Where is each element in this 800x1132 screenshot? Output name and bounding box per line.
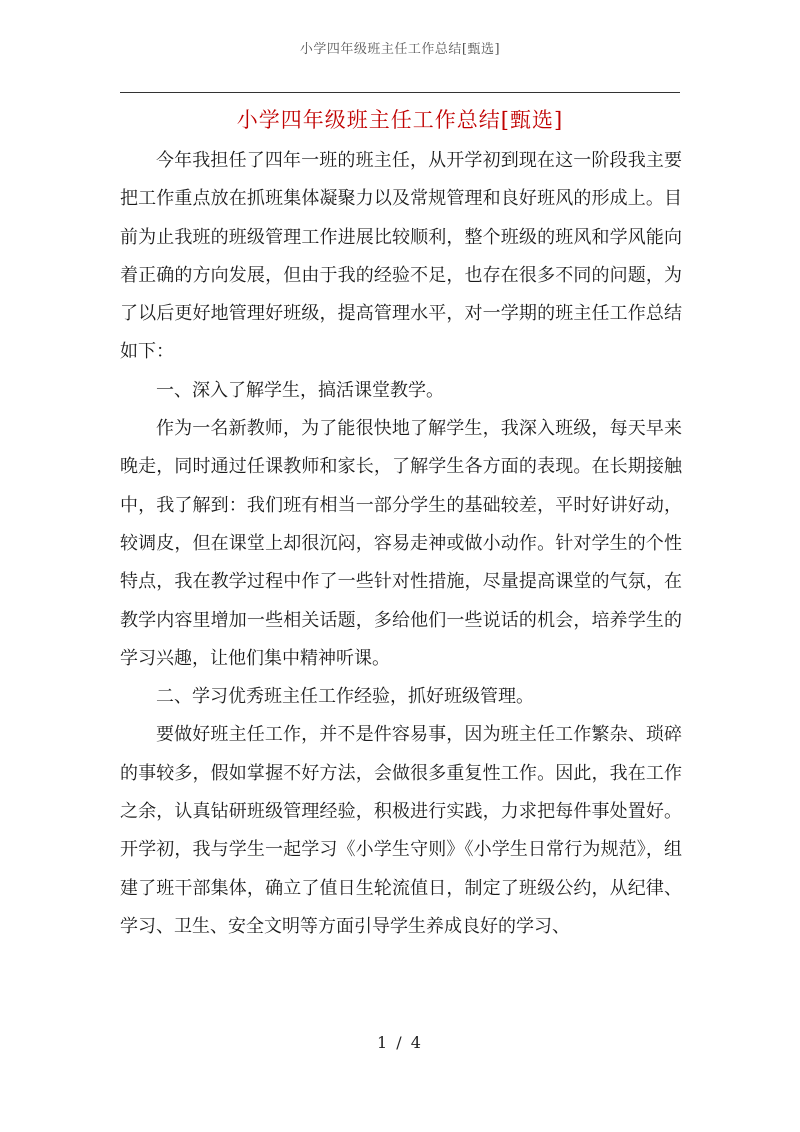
page-number: 1 / 4 [377, 1033, 423, 1052]
document-body [120, 142, 682, 946]
section-heading-1: 一、深入了解学生，搞活课堂教学。 [156, 379, 444, 401]
running-header: 小学四年级班主任工作总结[甄选] [299, 42, 501, 57]
header-divider [120, 92, 680, 93]
paragraph-section-1: 作为一名新教师，为了能很快地了解学生，我深入班级，每天早来晚走，同时通过任课教师和家长，了解学生各方面的表现。在长期接触中，我了解到：我们班有相当一部分学生的基础较差，平时好讲好动，较调皮，但在课堂上却很沉闷，容易走神或做小动作。针对学生的个性特点，我在教学过程中作了一些针对性措施，尽量提高课堂的气氛，在教学内容里增加一些相关话题，多给他们一些说话的机会，培养学生的学习兴趣，让他们集中精神听课。 [120, 418, 682, 669]
section-heading-2: 二、学习优秀班主任工作经验，抓好班级管理。 [156, 686, 534, 708]
paragraph-intro: 今年我担任了四年一班的班主任，从开学初到现在这一阶段我主要把工作重点放在抓班集体凝聚力以及常规管理和良好班风的形成上。目前为止我班的班级管理工作进展比较顺利，整个班级的班风和学风能向着正确的方向发展，但由于我的经验不足，也存在很多不同的问题，为了以后更好地管理好班级，提高管理水平，对一学期的班主任工作总结如下： [120, 150, 682, 363]
paragraph-section-2: 要做好班主任工作，并不是件容易事，因为班主任工作繁杂、琐碎的事较多，假如掌握不好方法，会做很多重复性工作。因此，我在工作之余，认真钻研班级管理经验，积极进行实践，力求把每件事处置好。开学初，我与学生一起学习《小学生守则》《小学生日常行为规范》，组建了班干部集体，确立了值日生轮流值日，制定了班级公约，从纪律、学习、卫生、安全文明等方面引导学生养成良好的学习、 [120, 724, 682, 937]
document-title: 小学四年级班主任工作总结[甄选] [236, 108, 564, 132]
